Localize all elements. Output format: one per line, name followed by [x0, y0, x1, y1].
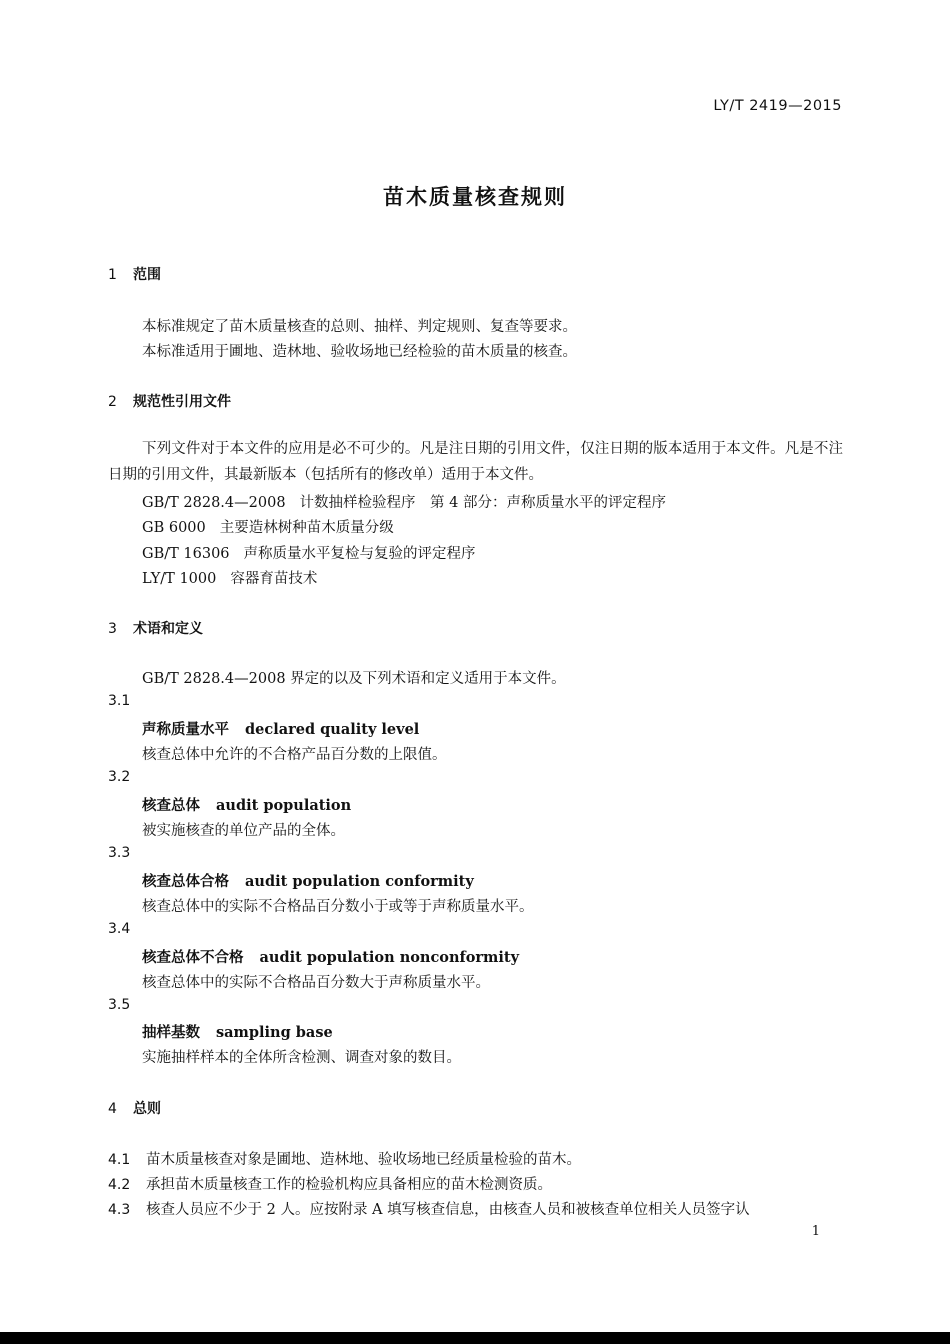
reference-code: GB/T 16306 [142, 546, 230, 562]
term-number: 3.2 [108, 769, 131, 785]
section-title: 范围 [133, 267, 161, 283]
term-number: 3.1 [108, 693, 131, 709]
section-number: 3 [108, 621, 117, 637]
section-number: 4 [108, 1101, 117, 1117]
paragraph: 本标准规定了苗木质量核查的总则、抽样、判定规则、复查等要求。 [142, 319, 577, 335]
page-bottom-edge [0, 1332, 950, 1344]
term-zh: 抽样基数 [142, 1024, 200, 1041]
section-1-heading [108, 264, 161, 284]
section-title: 规范性引用文件 [133, 394, 231, 410]
term-zh: 核查总体不合格 [142, 949, 244, 966]
term-zh: 核查总体合格 [142, 873, 229, 890]
clause-text: 承担苗木质量核查工作的检验机构应具备相应的苗木检测资质。 [146, 1177, 552, 1193]
clause-number: 4.3 [108, 1202, 131, 1218]
reference-item [142, 516, 394, 537]
term-definition: 核查总体中的实际不合格品百分数小于或等于声称质量水平。 [142, 899, 534, 915]
reference-title: 计数抽样检验程序 第 4 部分：声称质量水平的评定程序 [299, 495, 666, 511]
term-zh: 核查总体 [142, 797, 200, 814]
term-en: audit population nonconformity [259, 949, 520, 966]
term-zh: 声称质量水平 [142, 721, 229, 738]
term-heading [142, 946, 519, 967]
clause-text: 苗木质量核查对象是圃地、造林地、验收场地已经质量检验的苗木。 [146, 1152, 581, 1168]
page-number: 1 [811, 1224, 820, 1239]
term-definition: 被实施核查的单位产品的全体。 [142, 823, 345, 839]
reference-item [142, 567, 317, 588]
paragraph: GB/T 2828.4—2008 界定的以及下列术语和定义适用于本文件。 [142, 671, 566, 687]
term-definition: 实施抽样样本的全体所含检测、调查对象的数目。 [142, 1050, 461, 1066]
section-number: 2 [108, 394, 117, 410]
clause-number: 4.2 [108, 1177, 131, 1193]
section-title: 总则 [133, 1101, 161, 1117]
page-title: 苗木质量核查规则 [383, 185, 567, 209]
reference-title: 容器育苗技术 [230, 571, 318, 587]
reference-code: GB/T 2828.4—2008 [142, 495, 286, 511]
reference-code: LY/T 1000 [142, 571, 217, 587]
reference-title: 声称质量水平复检与复验的评定程序 [243, 546, 476, 562]
term-en: audit population conformity [245, 873, 474, 890]
term-definition: 核查总体中的实际不合格品百分数大于声称质量水平。 [142, 975, 490, 991]
term-en: declared quality level [245, 721, 420, 738]
paragraph: 本标准适用于圃地、造林地、验收场地已经检验的苗木质量的核查。 [142, 344, 577, 360]
standard-code: LY/T 2419—2015 [713, 98, 842, 114]
reference-item [142, 542, 476, 563]
clause [108, 1173, 552, 1194]
paragraph: 下列文件对于本文件的应用是必不可少的。凡是注日期的引用文件，仅注日期的版本适用于本文件。凡是不注日期的引用文件，其最新版本（包括所有的修改单）适用于本文件。 [108, 441, 843, 483]
section-3-heading [108, 618, 203, 638]
section-4-heading [108, 1098, 161, 1118]
clause-number: 4.1 [108, 1152, 131, 1168]
term-number: 3.3 [108, 845, 131, 861]
reference-item [142, 491, 666, 512]
term-heading [142, 1021, 333, 1042]
section-2-heading [108, 391, 231, 411]
term-en: audit population [216, 797, 352, 814]
term-heading [142, 794, 351, 815]
section-number: 1 [108, 267, 117, 283]
term-heading [142, 870, 474, 891]
clause [108, 1198, 750, 1219]
clause [108, 1148, 581, 1169]
term-number: 3.5 [108, 997, 131, 1013]
term-definition: 核查总体中允许的不合格产品百分数的上限值。 [142, 747, 447, 763]
term-en: sampling base [216, 1024, 333, 1041]
term-heading [142, 718, 419, 739]
clause-text: 核查人员应不少于 2 人。应按附录 A 填写核查信息，由核查人员和被核查单位相关人员签字认 [146, 1202, 750, 1218]
reference-title: 主要造林树种苗木质量分级 [219, 520, 394, 536]
reference-code: GB 6000 [142, 520, 206, 536]
section-title: 术语和定义 [133, 621, 203, 637]
term-number: 3.4 [108, 921, 131, 937]
